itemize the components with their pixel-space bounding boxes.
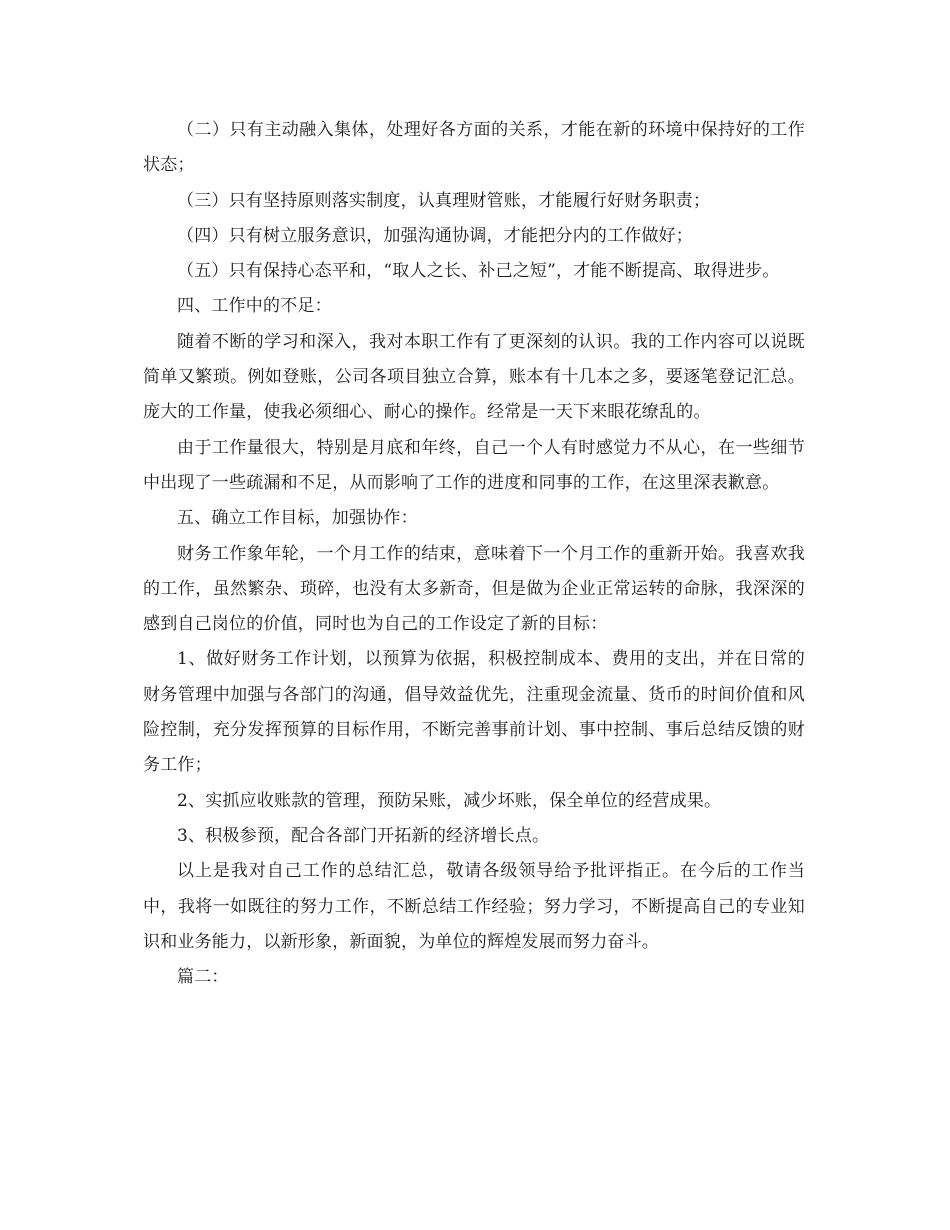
paragraph-goal-3: 3、积极参预，配合各部门开拓新的经济增长点。 — [177, 825, 550, 846]
section-heading-shortcomings: 四、工作中的不足： — [177, 296, 332, 317]
document-body — [143, 113, 805, 995]
paragraph-point-3: （三）只有坚持原则落实制度，认真理财管账，才能履行好财务职责； — [177, 190, 711, 211]
section-heading-part-two: 篇二： — [177, 967, 229, 988]
paragraph-point-4: （四）只有树立服务意识，加强沟通协调，才能把分内的工作做好； — [177, 225, 693, 246]
paragraph-point-2: （二）只有主动融入集体，处理好各方面的关系，才能在新的环境中保持好的工作状态； — [143, 120, 805, 176]
paragraph-shortcomings-2: 由于工作量很大，特别是月底和年终，自己一个人有时感觉力不从心，在一些细节中出现了一些疏漏和不足，从而影响了工作的进度和同事的工作，在这里深表歉意。 — [143, 437, 805, 493]
paragraph-goal-1: 1、做好财务工作计划，以预算为依据，积极控制成本、费用的支出，并在日常的财务管理中加强与各部门的沟通，倡导效益优先，注重现金流量、货币的时间价值和风险控制，充分发挥预算的目标作用，不断完善事前计划、事中控制、事后总结反馈的财务工作； — [143, 649, 805, 776]
paragraph-goals-intro: 财务工作象年轮，一个月工作的结束，意味着下一个月工作的重新开始。我喜欢我的工作，虽然繁杂、琐碎，也没有太多新奇，但是做为企业正常运转的命脉，我深深的感到自己岗位的价值，同时也为自己的工作设定了新的目标： — [143, 543, 805, 635]
section-heading-goals: 五、确立工作目标，加强协作： — [177, 508, 418, 529]
paragraph-point-5: （五）只有保持心态平和，“取人之长、补己之短”，才能不断提高、取得进步。 — [177, 261, 780, 282]
paragraph-shortcomings-1: 随着不断的学习和深入，我对本职工作有了更深刻的认识。我的工作内容可以说既简单又繁琐。例如登账，公司各项目独立合算，账本有十几本之多，要逐笔登记汇总。庞大的工作量，使我必须细心、耐心的操作。经常是一天下来眼花缭乱的。 — [143, 331, 805, 423]
paragraph-goal-2: 2、实抓应收账款的管理，预防呆账，减少坏账，保全单位的经营成果。 — [177, 790, 722, 811]
paragraph-conclusion: 以上是我对自己工作的总结汇总，敬请各级领导给予批评指正。在今后的工作当中，我将一如既往的努力工作，不断总结工作经验；努力学习，不断提高自己的专业知识和业务能力，以新形象，新面貌，为单位的辉煌发展而努力奋斗。 — [143, 861, 805, 952]
